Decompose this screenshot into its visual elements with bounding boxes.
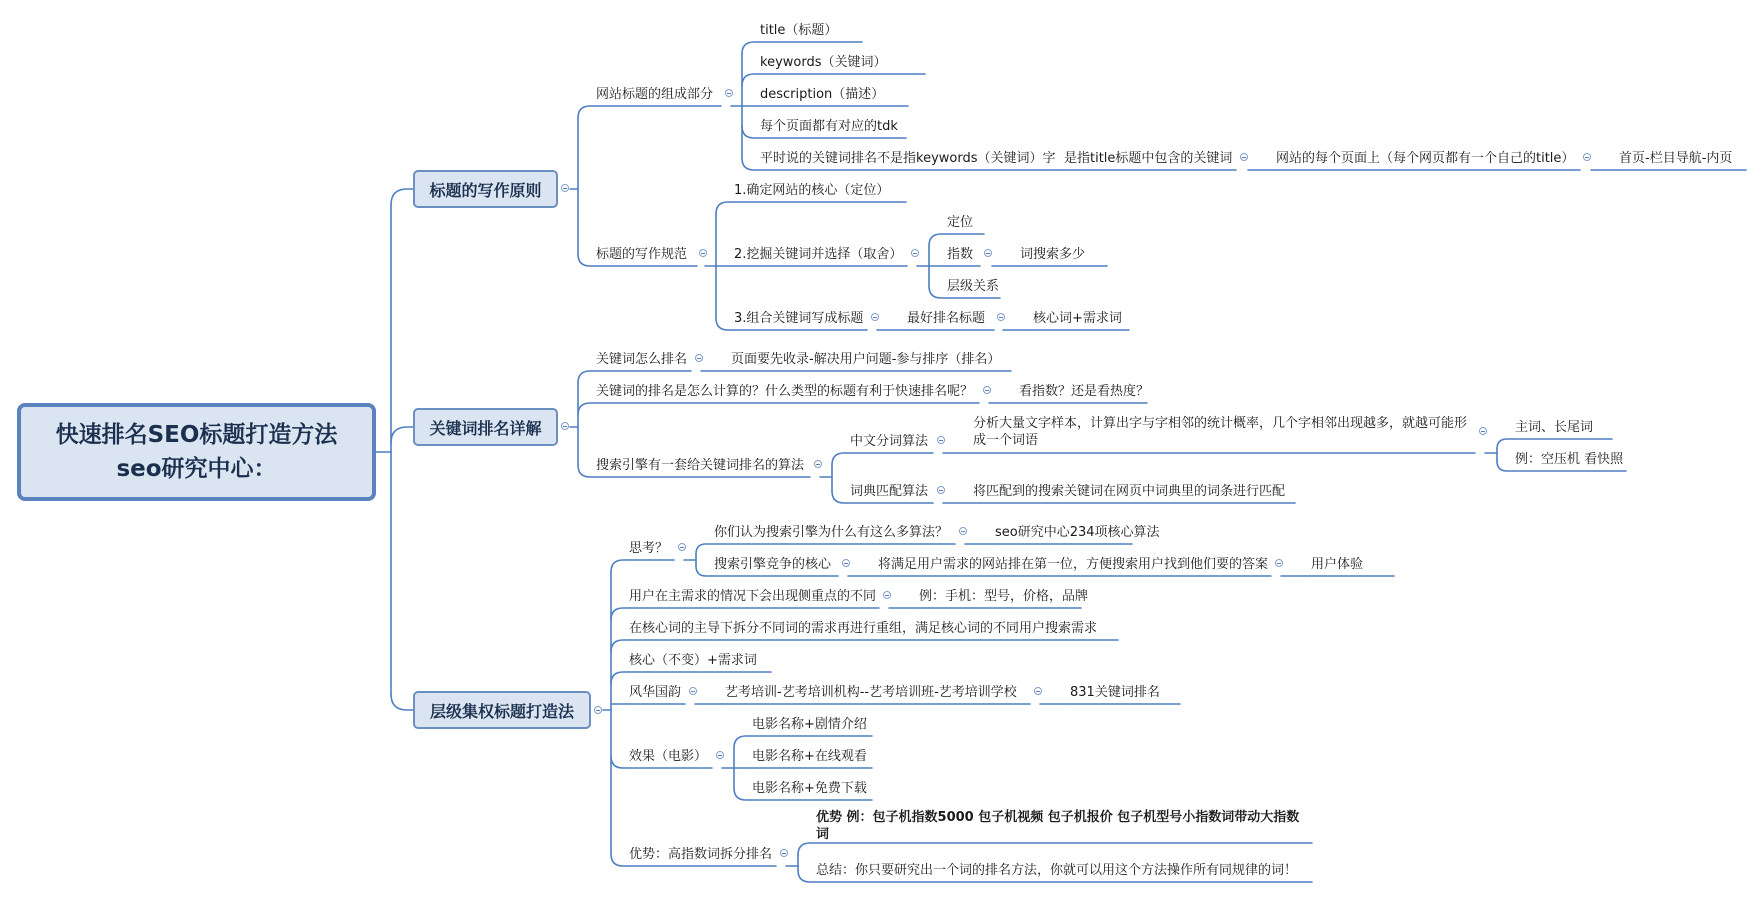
leaf-summary[interactable]: 总结：你只要研究出一个词的排名方法，你就可以用这个方法操作所有同规律的词！ xyxy=(816,863,1298,878)
leaf-phone-example[interactable]: 例：手机：型号，价格，品牌 xyxy=(919,589,1089,604)
root-title: 快速排名SEO标题打造方法 xyxy=(55,422,338,448)
topic-chinese-segmentation[interactable]: 中文分词算法 xyxy=(850,434,929,449)
leaf-positioning[interactable]: 定位 xyxy=(947,215,974,230)
collapse-toggle-icon[interactable] xyxy=(1275,559,1283,567)
collapse-toggle-icon[interactable] xyxy=(594,706,602,714)
leaf-index-or-heat[interactable]: 看指数？还是看热度？ xyxy=(1019,384,1150,399)
leaf-main-longtail-words[interactable]: 主词、长尾词 xyxy=(1515,420,1594,435)
leaf-advantage-example[interactable]: 优势 例：包子机指数5000 包子机视频 包子机报价 包子机型号小指数词带动大指数词 xyxy=(816,810,1300,842)
collapse-toggle-icon[interactable] xyxy=(984,249,992,257)
leaf-core-plus-demand[interactable]: 核心词+需求词 xyxy=(1033,311,1122,326)
collapse-toggle-icon[interactable] xyxy=(689,687,697,695)
topic-movie-effect[interactable]: 效果（电影） xyxy=(629,749,708,764)
collapse-toggle-icon[interactable] xyxy=(937,486,945,494)
main-topic-hierarchy[interactable]: 层级集权标题打造法 xyxy=(413,691,591,729)
topic-advantage[interactable]: 优势：高指数词拆分排名 xyxy=(629,847,773,862)
collapse-toggle-icon[interactable] xyxy=(814,460,822,468)
leaf-dictionary-detail[interactable]: 将匹配到的搜索关键词在网页中词典里的词条进行匹配 xyxy=(973,484,1286,499)
leaf-search-volume[interactable]: 词搜索多少 xyxy=(1020,247,1086,262)
leaf-description-item[interactable]: description（描述） xyxy=(760,87,885,102)
topic-rank-calculation[interactable]: 关键词的排名是怎么计算的？什么类型的标题有利于快速排名呢？ xyxy=(596,384,974,399)
leaf-step1[interactable]: 1.确定网站的核心（定位） xyxy=(734,183,890,198)
collapse-toggle-icon[interactable] xyxy=(883,591,891,599)
leaf-search-competition-core[interactable]: 搜索引擎竞争的核心 xyxy=(714,557,832,572)
leaf-rank-process[interactable]: 页面要先收录-解决用户问题-参与排序（排名） xyxy=(731,352,1001,367)
topic-fenghua[interactable]: 风华国韵 xyxy=(629,685,682,700)
leaf-regroup-needs[interactable]: 在核心词的主导下拆分不同词的需求再进行重组，满足核心词的不同用户搜索需求 xyxy=(629,621,1098,636)
collapse-toggle-icon[interactable] xyxy=(911,249,919,257)
leaf-step2[interactable]: 2.挖掘关键词并选择（取舍） xyxy=(734,247,903,262)
leaf-step3[interactable]: 3.组合关键词写成标题 xyxy=(734,311,864,326)
leaf-movie-online[interactable]: 电影名称+在线观看 xyxy=(752,749,867,764)
collapse-toggle-icon[interactable] xyxy=(780,849,788,857)
leaf-core-formula[interactable]: 核心（不变）+需求词 xyxy=(629,653,757,668)
collapse-toggle-icon[interactable] xyxy=(725,89,733,97)
topic-title-norms[interactable]: 标题的写作规范 xyxy=(596,247,688,262)
collapse-toggle-icon[interactable] xyxy=(678,543,686,551)
leaf-user-experience[interactable]: 用户体验 xyxy=(1311,557,1364,572)
leaf-best-title[interactable]: 最好排名标题 xyxy=(907,311,986,326)
topic-dictionary-match[interactable]: 词典匹配算法 xyxy=(850,484,929,499)
root-topic[interactable] xyxy=(17,403,376,501)
leaf-compressor-example[interactable]: 例：空压机 看快照 xyxy=(1515,452,1624,467)
collapse-toggle-icon[interactable] xyxy=(871,313,879,321)
collapse-toggle-icon[interactable] xyxy=(959,527,967,535)
collapse-toggle-icon[interactable] xyxy=(716,751,724,759)
topic-think[interactable]: 思考？ xyxy=(629,541,669,556)
collapse-toggle-icon[interactable] xyxy=(695,354,703,362)
topic-how-to-rank[interactable]: 关键词怎么排名 xyxy=(596,352,688,367)
collapse-toggle-icon[interactable] xyxy=(983,386,991,394)
main-topic-keyword-ranking[interactable]: 关键词排名详解 xyxy=(413,408,558,446)
leaf-tdk-item[interactable]: 每个页面都有对应的tdk xyxy=(760,119,898,134)
collapse-toggle-icon[interactable] xyxy=(699,249,707,257)
collapse-toggle-icon[interactable] xyxy=(997,313,1005,321)
leaf-movie-plot[interactable]: 电影名称+剧情介绍 xyxy=(752,717,867,732)
leaf-segmentation-detail[interactable]: 分析大量文字样本，计算出字与字相邻的统计概率，几个字相邻出现越多，就越可能形成一个词语 xyxy=(973,416,1468,448)
leaf-core-algorithms[interactable]: seo研究中心234项核心算法 xyxy=(995,525,1160,540)
leaf-keywords-note[interactable]: 平时说的关键词排名不是指keywords（关键词）字 xyxy=(760,151,1056,166)
collapse-toggle-icon[interactable] xyxy=(937,436,945,444)
collapse-toggle-icon[interactable] xyxy=(561,422,569,430)
leaf-hierarchy-relation[interactable]: 层级关系 xyxy=(947,279,1000,294)
leaf-title-keyword-meaning[interactable]: 是指title标题中包含的关键词 xyxy=(1064,151,1233,166)
main-topic-title-principles[interactable]: 标题的写作原则 xyxy=(413,170,558,208)
collapse-toggle-icon[interactable] xyxy=(1479,427,1487,435)
leaf-keywords-item[interactable]: keywords（关键词） xyxy=(760,55,887,70)
root-subtitle: seo研究中心： xyxy=(116,456,277,482)
topic-title-composition[interactable]: 网站标题的组成部分 xyxy=(596,87,714,102)
leaf-index[interactable]: 指数 xyxy=(947,247,974,262)
leaf-page-hierarchy[interactable]: 首页-栏目导航-内页 xyxy=(1619,151,1733,166)
collapse-toggle-icon[interactable] xyxy=(1240,153,1248,161)
leaf-art-training-chain[interactable]: 艺考培训-艺考培训机构--艺考培训班-艺考培训学校 xyxy=(725,685,1017,700)
collapse-toggle-icon[interactable] xyxy=(1583,153,1591,161)
collapse-toggle-icon[interactable] xyxy=(561,184,569,192)
collapse-toggle-icon[interactable] xyxy=(842,559,850,567)
leaf-why-many-algorithms[interactable]: 你们认为搜索引擎为什么有这么多算法？ xyxy=(714,525,949,540)
collapse-toggle-icon[interactable] xyxy=(1034,687,1042,695)
leaf-every-page-title[interactable]: 网站的每个页面上（每个网页都有一个自己的title） xyxy=(1276,151,1575,166)
leaf-keyword-ranking-count[interactable]: 831关键词排名 xyxy=(1070,685,1160,700)
topic-ranking-algorithm[interactable]: 搜索引擎有一套给关键词排名的算法 xyxy=(596,458,805,473)
topic-focus-difference[interactable]: 用户在主需求的情况下会出现侧重点的不同 xyxy=(629,589,877,604)
leaf-title-item[interactable]: title（标题） xyxy=(760,23,838,38)
leaf-satisfy-user-need[interactable]: 将满足用户需求的网站排在第一位，方便搜索用户找到他们要的答案 xyxy=(878,557,1269,572)
leaf-movie-download[interactable]: 电影名称+免费下载 xyxy=(752,781,867,796)
